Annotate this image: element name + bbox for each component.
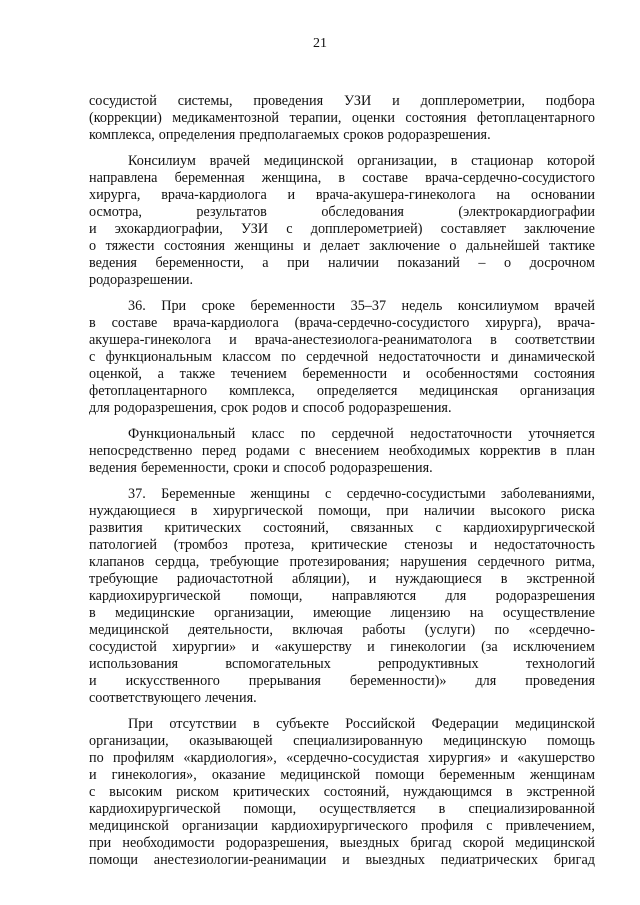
text-line: организации, оказывающей специализированную медицинскую помощь xyxy=(89,733,595,749)
text-line: для родоразрешения, срок родов и способ родоразрешения. xyxy=(89,400,452,416)
text-line: медицинской организации кардиохирургического профиля с привлечением, xyxy=(89,818,595,834)
paragraph xyxy=(89,153,595,289)
text-line: развития критических состояний, связанных с кардиохирургической xyxy=(89,520,595,536)
text-line: (коррекции) медикаментозной терапии, оценки состояния фетоплацентарного xyxy=(89,110,595,126)
text-line: требующие радиочастотной абляции), и нуждающиеся в экстренной xyxy=(89,571,595,587)
paragraph xyxy=(89,716,595,869)
text-line: о тяжести состояния женщины и делает заключение о дальнейшей тактике xyxy=(89,238,595,254)
paragraph-gap xyxy=(89,477,595,486)
paragraph-gap xyxy=(89,417,595,426)
paragraph-gap xyxy=(89,707,595,716)
text-line: помощи анестезиологии-реанимации и выездных педиатрических бригад xyxy=(89,852,595,868)
text-line: комплекса, определения предполагаемых сроков родоразрешения. xyxy=(89,127,491,143)
text-line: использования вспомогательных репродуктивных технологий xyxy=(89,656,595,672)
text-line: соответствующего лечения. xyxy=(89,690,257,706)
paragraph-gap xyxy=(89,144,595,153)
text-line: сосудистой системы, проведения УЗИ и допплерометрии, подбора xyxy=(89,93,595,109)
text-line: кардиохирургической помощи, направляются для родоразрешения xyxy=(89,588,595,604)
text-line: родоразрешении. xyxy=(89,272,194,288)
text-line: клапанов сердца, требующие протезирования; нарушения сердечного ритма, xyxy=(89,554,595,570)
text-line: при необходимости родоразрешения, выездных бригад скорой медицинской xyxy=(89,835,595,851)
text-line: направлена беременная женщина, в составе врача-сердечно-сосудистого xyxy=(89,170,595,186)
text-line: непосредственно перед родами с внесением необходимых корректив в план xyxy=(89,443,595,459)
text-line: Консилиум врачей медицинской организации, в стационар которой xyxy=(128,153,595,169)
body-text xyxy=(89,93,595,869)
page-number: 21 xyxy=(313,36,327,51)
text-line: патологией (тромбоз протеза, критические стенозы и недостаточность xyxy=(89,537,595,553)
text-line: Функциональный класс по сердечной недостаточности уточняется xyxy=(128,426,595,442)
text-line: 36. При сроке беременности 35–37 недель консилиумом врачей xyxy=(128,298,595,314)
text-line: акушера-гинеколога и врача-анестезиолога-реаниматолога в соответствии xyxy=(89,332,595,348)
text-line: ведения беременности, сроки и способ родоразрешения. xyxy=(89,460,433,476)
paragraph xyxy=(89,426,595,477)
paragraph xyxy=(89,93,595,144)
text-line: с высоким риском критических состояний, нуждающимся в экстренной xyxy=(89,784,595,800)
text-line: в составе врача-кардиолога (врача-сердечно-сосудистого хирурга), врача- xyxy=(89,315,595,331)
text-line: нуждающиеся в хирургической помощи, при наличии высокого риска xyxy=(89,503,595,519)
text-line: и эхокардиографии, УЗИ с допплерометрией) составляет заключение xyxy=(89,221,595,237)
text-line: сосудистой хирургии» и «акушерству и гинекологии (за исключением xyxy=(89,639,595,655)
text-line: медицинской деятельности, включая работы (услуги) по «сердечно- xyxy=(89,622,595,638)
text-line: с функциональным классом по сердечной недостаточности и динамической xyxy=(89,349,595,365)
text-line: по профилям «кардиология», «сердечно-сосудистая хирургия» и «акушерство xyxy=(89,750,595,766)
text-line: и гинекология», оказание медицинской помощи беременным женщинам xyxy=(89,767,595,783)
text-line: При отсутствии в субъекте Российской Федерации медицинской xyxy=(128,716,595,732)
text-line: осмотра, результатов обследования (электрокардиографии xyxy=(89,204,595,220)
paragraph-gap xyxy=(89,289,595,298)
text-line: ведения беременности, а при наличии показаний – о досрочном xyxy=(89,255,595,271)
text-line: и искусственного прерывания беременности)» для проведения xyxy=(89,673,595,689)
text-line: кардиохирургической помощи, осуществляется в специализированной xyxy=(89,801,595,817)
paragraph xyxy=(89,298,595,417)
text-line: 37. Беременные женщины с сердечно-сосудистыми заболеваниями, xyxy=(128,486,595,502)
paragraph xyxy=(89,486,595,707)
text-line: хирурга, врача-кардиолога и врача-акушера-гинеколога на основании xyxy=(89,187,595,203)
text-line: в медицинские организации, имеющие лицензию на осуществление xyxy=(89,605,595,621)
text-line: оценкой, а также течением беременности и особенностями состояния xyxy=(89,366,595,382)
text-line: фетоплацентарного комплекса, определяется медицинская организация xyxy=(89,383,595,399)
